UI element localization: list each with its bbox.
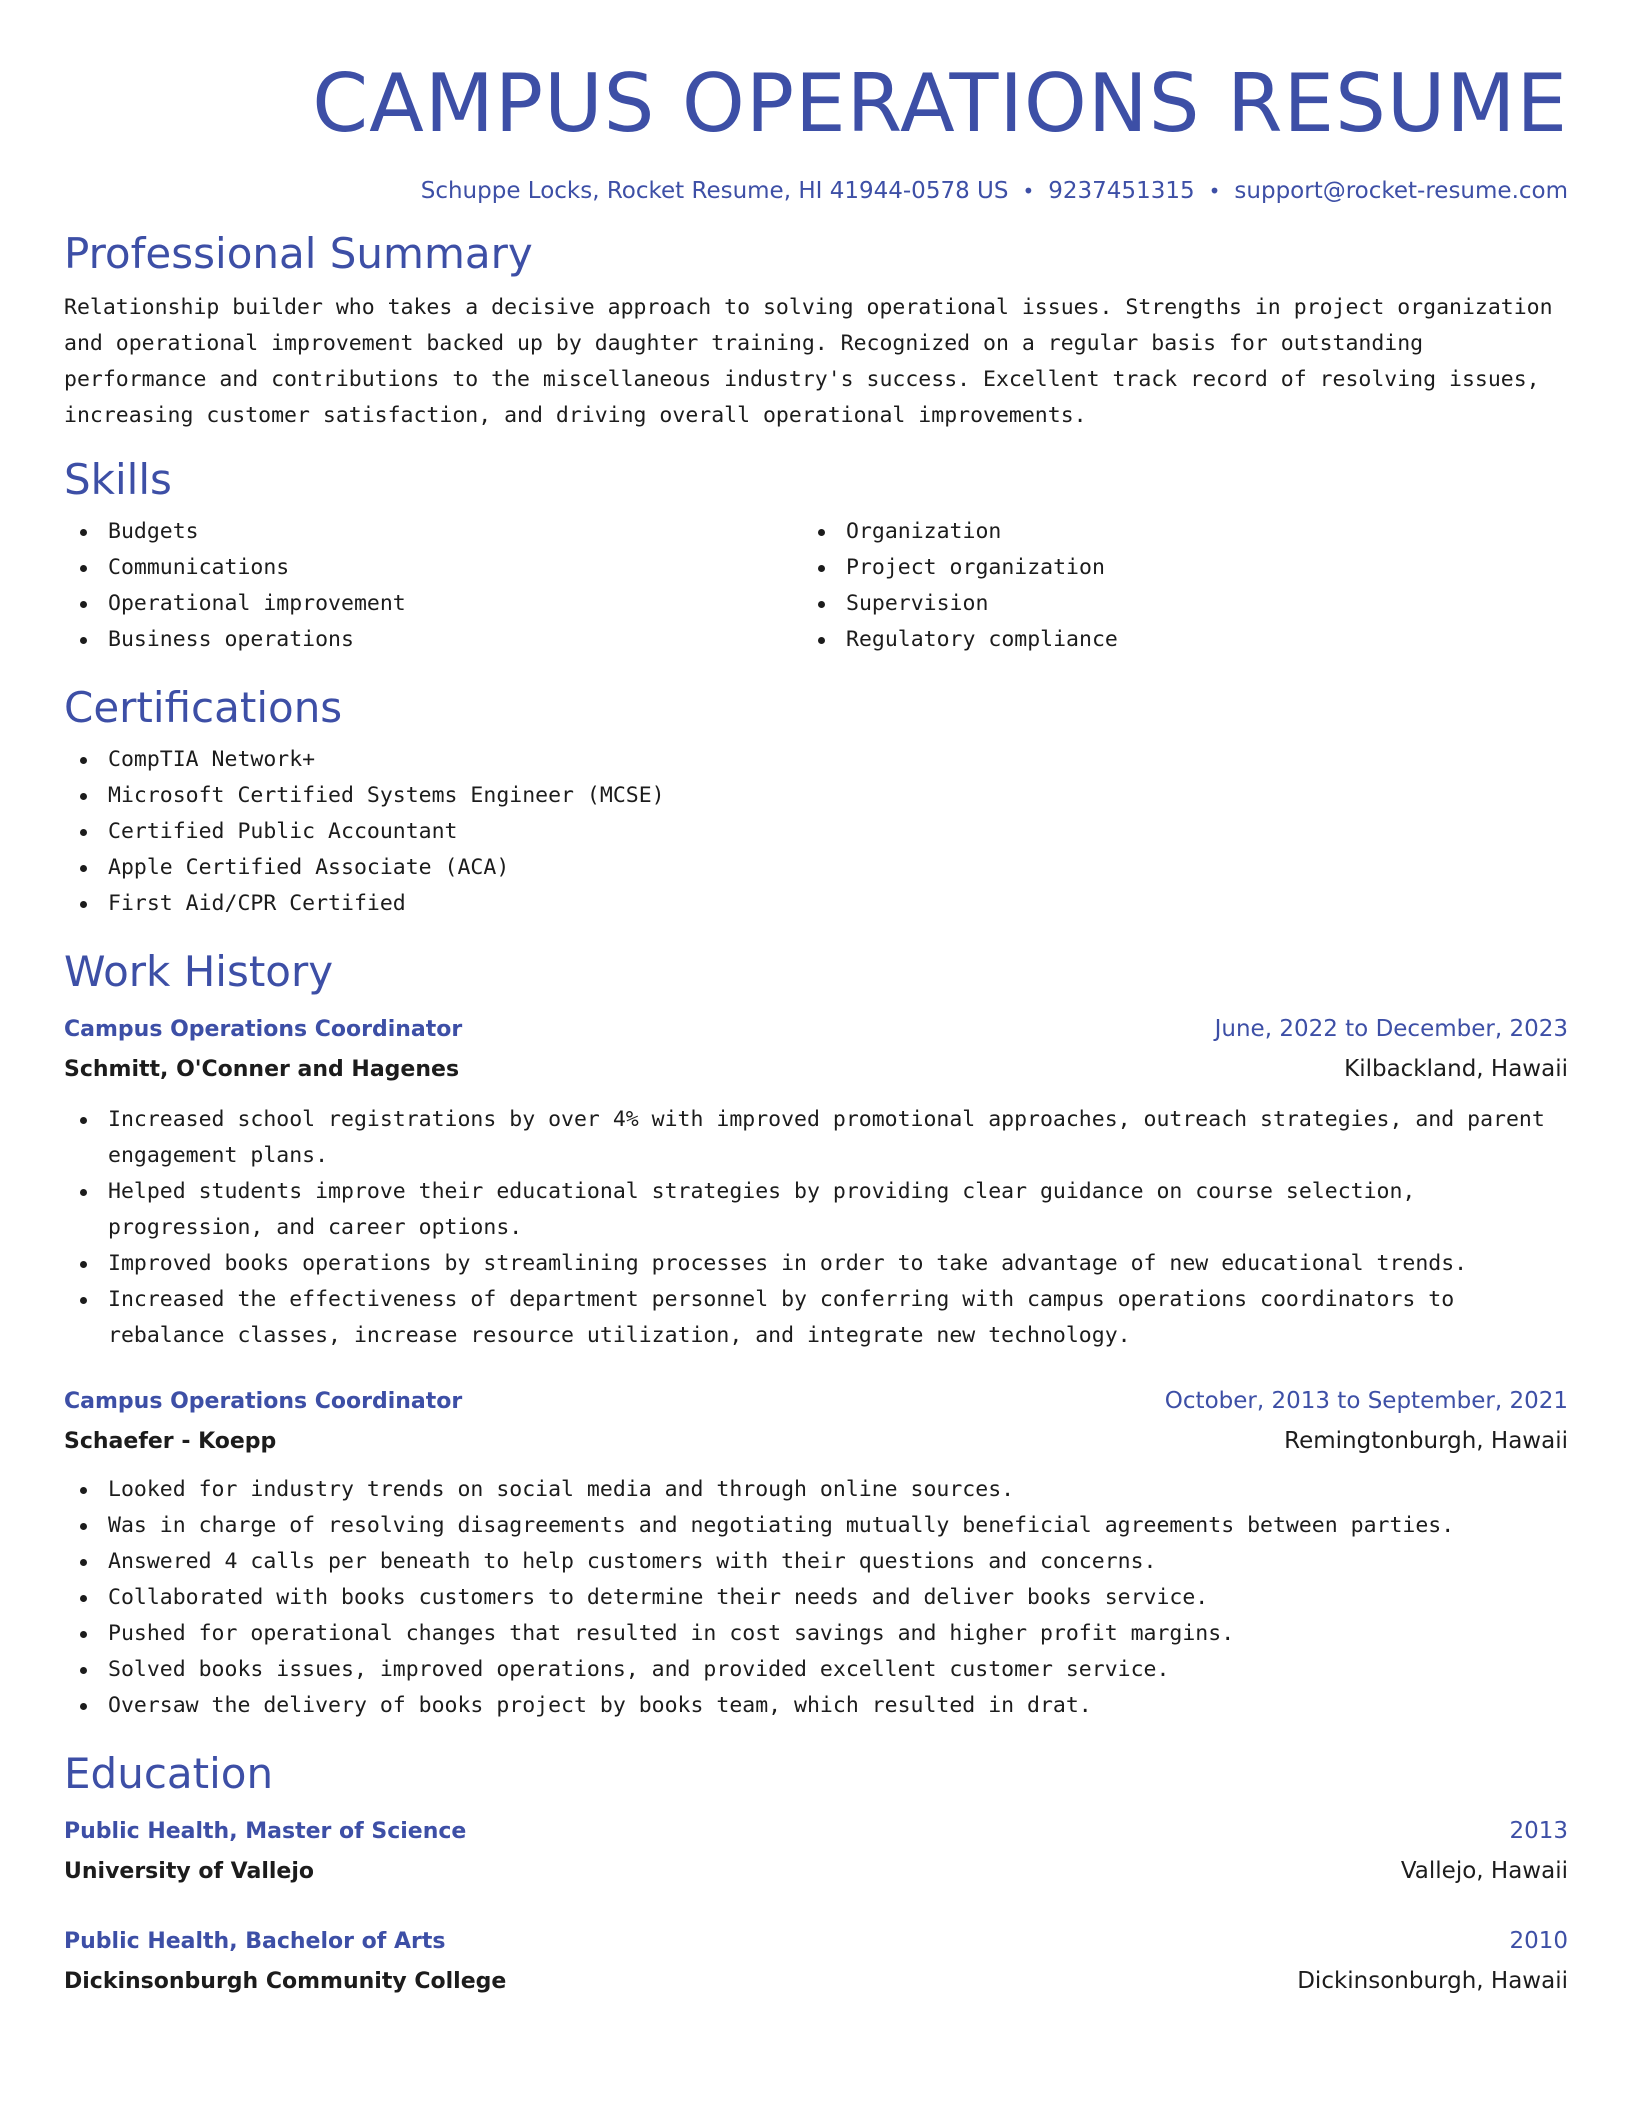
degree-title: Public Health, Bachelor of Arts — [64, 1929, 446, 1954]
job-entry — [64, 1010, 1568, 1354]
job-bullet: Increased school registrations by over 4% with improved promotional approaches, outreach strategies, and parent engagement plans. — [64, 1102, 1568, 1174]
school-location: Dickinsonburgh, Hawaii — [1297, 1968, 1568, 1994]
education-entry — [64, 1922, 1568, 2002]
contact-separator: • — [1022, 179, 1035, 203]
degree-year: 2013 — [1509, 1818, 1568, 1844]
certification-item: Apple Certified Associate (ACA) — [64, 850, 1568, 886]
job-bullet: Solved books issues, improved operations, and provided excellent customer service. — [64, 1652, 1568, 1688]
job-header-row — [64, 1382, 1568, 1421]
summary-text: Relationship builder who takes a decisive approach to solving operational issues. Strengths in project organization and operational improvement backed up by daughter training. Recognized on a regular basis for outstanding performance and contributions to the miscellaneous industry's success. Excellent track record of resolving issues, increasing customer satisfaction, and driving overall operational improvements. — [64, 295, 1553, 428]
skill-item: Supervision — [802, 586, 1540, 622]
certification-item: Microsoft Certified Systems Engineer (MCSE) — [64, 778, 1568, 814]
education-section — [64, 1748, 1568, 2002]
skills-heading: Skills — [64, 455, 172, 504]
job-bullet: Looked for industry trends on social media and through online sources. — [64, 1472, 1568, 1508]
job-dates: June, 2022 to December, 2023 — [1214, 1016, 1568, 1042]
job-bullet: Was in charge of resolving disagreements and negotiating mutually beneficial agreements between parties. — [64, 1508, 1568, 1544]
education-header-row — [64, 1812, 1568, 1851]
summary-section — [64, 228, 1568, 434]
skill-item: Regulatory compliance — [802, 622, 1540, 658]
job-bullet: Improved books operations by streamlining processes in order to take advantage of new educational trends. — [64, 1246, 1568, 1282]
school-name: Dickinsonburgh Community College — [64, 1969, 507, 1994]
job-bullets — [64, 1102, 1568, 1354]
contact-address: Schuppe Locks, Rocket Resume, HI 41944-0578 US — [420, 178, 1009, 204]
education-header-row — [64, 1922, 1568, 1961]
skill-item: Budgets — [64, 514, 802, 550]
work-history-heading: Work History — [64, 947, 334, 996]
education-school-row — [64, 1961, 1568, 2002]
job-title: Campus Operations Coordinator — [64, 1389, 463, 1414]
degree-year: 2010 — [1509, 1928, 1568, 1954]
job-company: Schmitt, O'Conner and Hagenes — [64, 1057, 460, 1082]
contact-separator: • — [1208, 179, 1221, 203]
job-bullets — [64, 1472, 1568, 1724]
contact-line — [64, 178, 1568, 204]
job-company-row — [64, 1049, 1568, 1090]
certification-item: First Aid/CPR Certified — [64, 886, 1568, 922]
certification-item: CompTIA Network+ — [64, 742, 1568, 778]
job-title: Campus Operations Coordinator — [64, 1017, 463, 1042]
school-name: University of Vallejo — [64, 1859, 315, 1884]
skills-grid — [64, 514, 1568, 658]
job-bullet: Oversaw the delivery of books project by books team, which resulted in drat. — [64, 1688, 1568, 1724]
skill-item: Business operations — [64, 622, 802, 658]
summary-heading: Professional Summary — [64, 229, 533, 278]
certifications-list — [64, 742, 1568, 922]
contact-phone: 9237451315 — [1048, 178, 1195, 204]
degree-title: Public Health, Master of Science — [64, 1819, 467, 1844]
work-history-section — [64, 946, 1568, 1724]
education-heading: Education — [64, 1749, 274, 1798]
skill-item: Organization — [802, 514, 1540, 550]
skill-item: Project organization — [802, 550, 1540, 586]
job-location: Remingtonburgh, Hawaii — [1284, 1428, 1568, 1454]
skill-item: Operational improvement — [64, 586, 802, 622]
education-entry — [64, 1812, 1568, 1892]
job-header-row — [64, 1010, 1568, 1049]
job-location: Kilbackland, Hawaii — [1344, 1056, 1568, 1082]
certifications-heading: Certifications — [64, 683, 343, 732]
job-company-row — [64, 1421, 1568, 1462]
certifications-section — [64, 682, 1568, 922]
certification-item: Certified Public Accountant — [64, 814, 1568, 850]
skills-list-left — [64, 514, 802, 658]
contact-email: support@rocket-resume.com — [1234, 178, 1568, 204]
skills-list-right — [802, 514, 1540, 658]
job-bullet: Increased the effectiveness of department personnel by conferring with campus operations coordinators to rebalance classes, increase resource utilization, and integrate new technology. — [64, 1282, 1568, 1354]
resume-title: CAMPUS OPERATIONS RESUME — [312, 57, 1568, 150]
job-bullet: Answered 4 calls per beneath to help customers with their questions and concerns. — [64, 1544, 1568, 1580]
skills-section — [64, 454, 1568, 658]
job-entry — [64, 1382, 1568, 1724]
school-location: Vallejo, Hawaii — [1400, 1858, 1568, 1884]
job-company: Schaefer - Koepp — [64, 1429, 277, 1454]
job-dates: October, 2013 to September, 2021 — [1164, 1388, 1568, 1414]
job-bullet: Pushed for operational changes that resulted in cost savings and higher profit margins. — [64, 1616, 1568, 1652]
job-bullet: Helped students improve their educational strategies by providing clear guidance on course selection, progression, and career options. — [64, 1174, 1568, 1246]
education-school-row — [64, 1851, 1568, 1892]
job-bullet: Collaborated with books customers to determine their needs and deliver books service. — [64, 1580, 1568, 1616]
skill-item: Communications — [64, 550, 802, 586]
